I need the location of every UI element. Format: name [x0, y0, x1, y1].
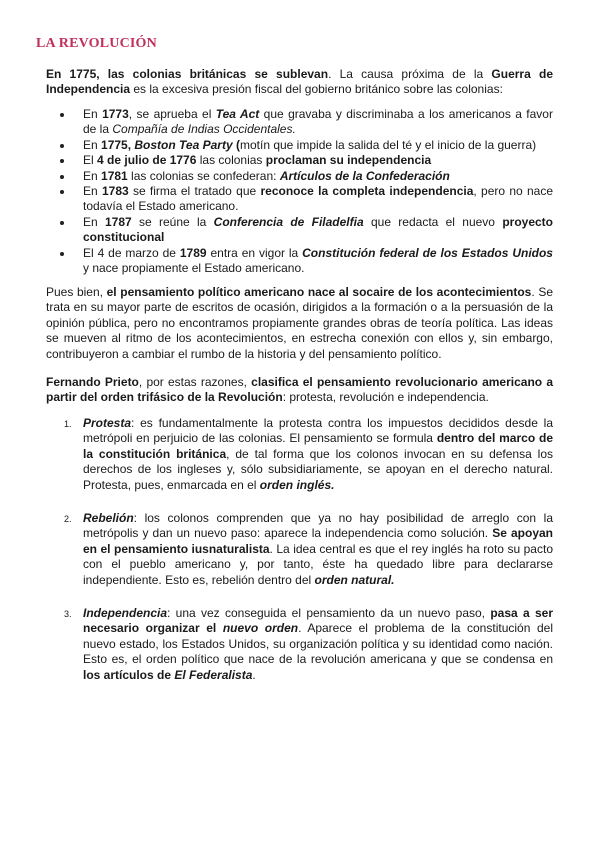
intro-lead: En 1775, las colonias británicas se sublevan [46, 67, 329, 81]
list-item: En 1787 se reúne la Conferencia de Filadelfia que redacta el nuevo proyecto constitucional [46, 215, 553, 246]
intro-paragraph [46, 67, 553, 98]
list-item: El 4 de julio de 1776 las colonias proclaman su independencia [46, 153, 553, 168]
intro-text-end: es la excesiva presión fiscal del gobierno británico sobre las colonias: [130, 82, 503, 97]
item-number: 1. [64, 419, 72, 429]
bullet-icon [60, 113, 64, 117]
list-item: 2. Rebelión: los colonos comprenden que ya no hay posibilidad de arreglo con la metrópolis y dan un nuevo paso: aparece la independencia como solución. Se apoyan en el pensamiento iusnaturalista. La idea central es que el rey inglés ha roto su pacto con el pueblo americano y, por tanto, éste ha quedado libre para declararse independiente. Esto es, rebelión dentro del orden natural. [64, 511, 553, 587]
bullet-icon [60, 144, 64, 148]
list-item: En 1773, se aprueba el Tea Act que gravaba y discriminaba a los americanos a favor de la Compañía de Indias Occidentales. [46, 107, 553, 138]
bullet-icon [60, 221, 64, 225]
bullet-icon [60, 175, 64, 179]
events-list [46, 107, 553, 276]
item-number: 3. [64, 609, 72, 619]
item-number: 2. [64, 514, 72, 524]
list-item: 1. Protesta: es fundamentalmente la protesta contra los impuestos decididos desde la metrópoli en perjuicio de las colonias. El pensamiento se formula dentro del marco de la constitución británica, de tal forma que los colonos invocan en su defensa los derechos de los ingleses y, sólo subsidiariamente, se apoyan en el derecho natural. Protesta, pues, enmarcada en el orden inglés. [64, 416, 553, 492]
bullet-icon [60, 252, 64, 256]
intro-war: Guerra de Independencia [46, 67, 553, 97]
bullet-icon [60, 159, 64, 163]
list-item: 3. Independencia: una vez conseguida el pensamiento da un nuevo paso, pasa a ser necesario organizar el nuevo orden. Aparece el problema de la constitución del nuevo estado, los Estados Unidos, su organización política y su identidad como nación. Esto es, el orden político que nace de la revolución americana y que se condensa en los artículos de El Federalista. [64, 606, 553, 682]
phase-list-independencia [46, 606, 553, 683]
list-item: El 4 de marzo de 1789 entra en vigor la Constitución federal de los Estados Unidos y nace propiamente el Estado americano. [46, 246, 553, 277]
paragraph-prieto: Fernando Prieto, por estas razones, clasifica el pensamiento revolucionario americano a partir del orden trifásico de la Revolución: protesta, revolución e independencia. [46, 375, 553, 405]
section-title: LA REVOLUCIÓN [36, 36, 157, 51]
paragraph-political-thought: Pues bien, el pensamiento político americano nace al socaire de los acontecimientos. Se trata en su mayor parte de escritos de ocasión, dirigidos a la formación o a la persuasión de la opinión pública, pero no encontramos propiamente grandes obras de teoría política. Las ideas se mueven al ritmo de los acontecimientos, en estrecha conexión con ellos y, sin embargo, contribuyeron a cambiar el rumbo de la historia y del pensamiento político. [46, 285, 553, 361]
list-item: En 1775, Boston Tea Party (motín que impide la salida del té y el inicio de la guerra) [46, 138, 553, 153]
bullet-icon [60, 190, 64, 194]
list-item: En 1781 las colonias se confederan: Artículos de la Confederación [46, 169, 553, 184]
phase-list-rebelion [46, 511, 553, 588]
intro-text: . La causa próxima de la [328, 67, 492, 81]
list-item: En 1783 se firma el tratado que reconoce la completa independencia, pero no nace todavía el Estado americano. [46, 184, 553, 215]
phase-list-protesta [46, 416, 553, 493]
